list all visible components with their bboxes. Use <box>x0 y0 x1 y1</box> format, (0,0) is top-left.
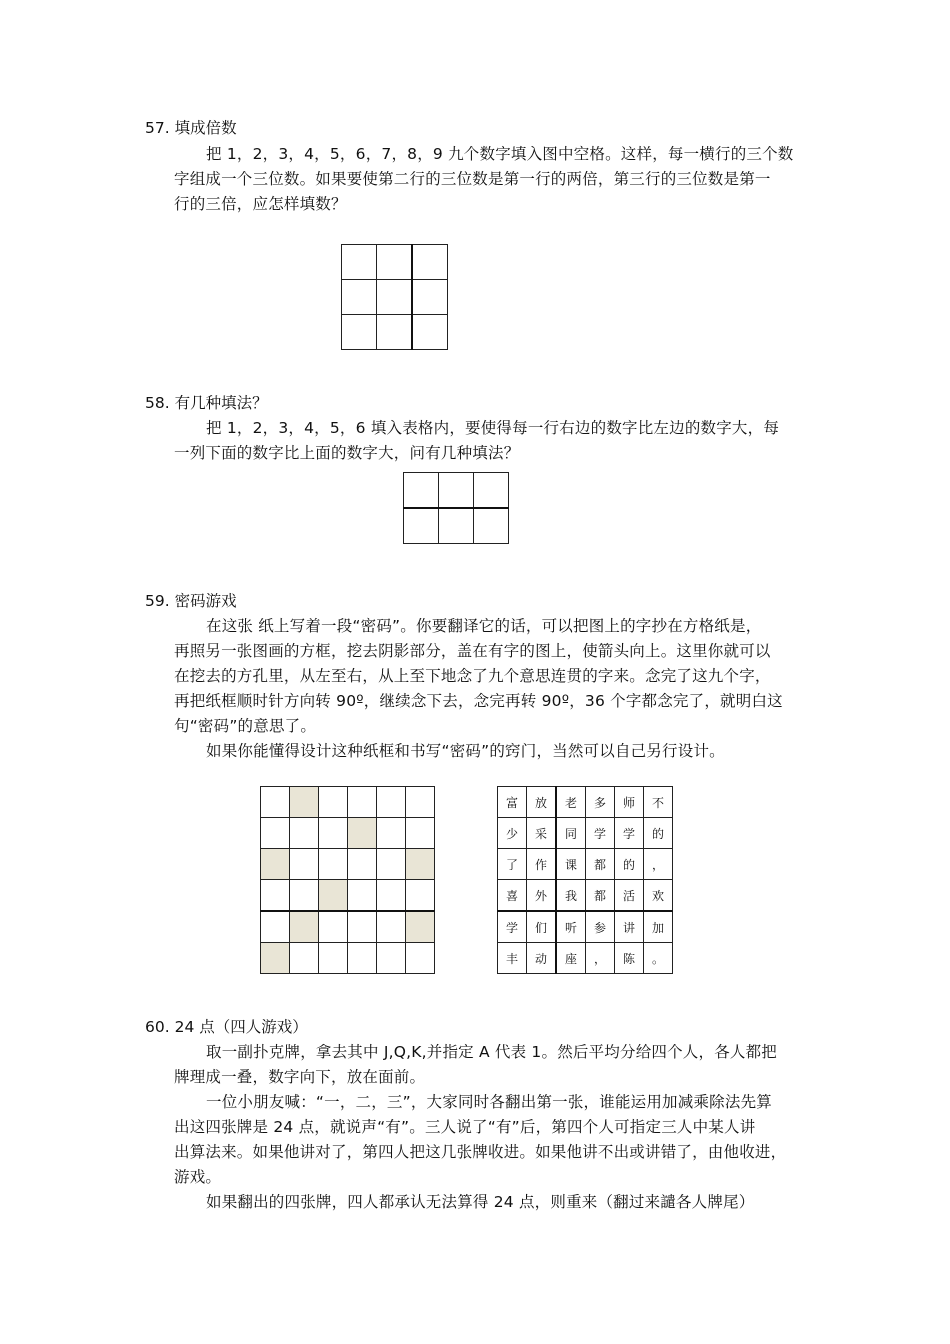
q60-line: 一位小朋友喊：“一，二，三”，大家同时各翻出第一张，谁能运用加减乘除法先算 <box>206 1093 772 1111</box>
mask-cell-shaded <box>319 880 348 912</box>
mask-cell <box>348 787 377 818</box>
q57-grid <box>341 244 448 350</box>
q57-line: 行的三倍，应怎样填数？ <box>174 195 347 213</box>
q57-title: 57. 填成倍数 <box>145 119 237 137</box>
mask-cell <box>348 880 377 912</box>
mask-cell <box>377 849 406 880</box>
q59-line: 如果你能懂得设计这种纸框和书写“密码”的窍门，当然可以自己另行设计。 <box>206 742 725 760</box>
mask-cell <box>377 787 406 818</box>
q59-line: 在挖去的方孔里，从左至右，从上至下地念了九个意思连贯的字来。念完了这九个字， <box>174 667 771 685</box>
grid-cell <box>474 508 509 544</box>
char-cell: 课 <box>556 849 586 880</box>
mask-cell-shaded <box>406 911 435 943</box>
grid-cell <box>412 280 448 315</box>
grid-cell <box>439 473 474 509</box>
q59-line: 在这张 纸上写着一段“密码”。你要翻译它的话，可以把图上的字抄在方格纸是， <box>206 617 762 635</box>
mask-cell <box>261 880 290 912</box>
char-cell: 都 <box>586 849 615 880</box>
q58-line: 一列下面的数字比上面的数字大，问有几种填法？ <box>174 444 520 462</box>
grid-cell <box>474 473 509 509</box>
char-cell: 我 <box>556 880 586 912</box>
char-cell: 的 <box>644 818 673 849</box>
mask-cell <box>319 943 348 974</box>
char-cell: ， <box>586 943 615 974</box>
q60-line: 牌理成一叠，数字向下，放在面前。 <box>174 1068 426 1086</box>
grid-cell <box>377 280 413 315</box>
grid-cell <box>404 508 439 544</box>
char-cell: 参 <box>586 911 615 943</box>
q60-line: 如果翻出的四张牌，四人都承认无法算得 24 点，则重来（翻过来譴各人牌尾） <box>206 1193 755 1211</box>
char-cell: ， <box>644 849 673 880</box>
mask-cell <box>377 911 406 943</box>
grid-cell <box>412 315 448 350</box>
char-cell: 老 <box>556 787 586 818</box>
mask-cell <box>348 943 377 974</box>
mask-cell <box>348 849 377 880</box>
char-cell: 少 <box>498 818 527 849</box>
q57-line: 把 1，2，3，4，5，6，7，8，9 九个数字填入图中空格。这样，每一横行的三个数 <box>206 145 794 163</box>
mask-cell <box>319 818 348 849</box>
char-cell: 学 <box>498 911 527 943</box>
mask-cell <box>261 911 290 943</box>
char-cell: 讲 <box>615 911 644 943</box>
grid-cell <box>342 280 377 315</box>
char-cell: 富 <box>498 787 527 818</box>
q58-grid <box>403 472 509 544</box>
mask-cell <box>261 787 290 818</box>
q58-line: 把 1，2，3，4，5，6 填入表格内，要使得每一行右边的数字比左边的数字大，每 <box>206 419 780 437</box>
grid-cell <box>412 245 448 280</box>
mask-cell <box>290 849 319 880</box>
mask-cell <box>406 943 435 974</box>
grid-cell <box>377 315 413 350</box>
q58-title: 58. 有几种填法？ <box>145 394 268 412</box>
mask-cell-shaded <box>406 849 435 880</box>
char-cell: 作 <box>527 849 557 880</box>
char-cell: 同 <box>556 818 586 849</box>
mask-cell <box>377 880 406 912</box>
mask-cell <box>377 818 406 849</box>
grid-cell <box>404 473 439 509</box>
char-cell: 欢 <box>644 880 673 912</box>
grid-cell <box>342 315 377 350</box>
char-cell: 。 <box>644 943 673 974</box>
char-cell: 的 <box>615 849 644 880</box>
char-cell: 听 <box>556 911 586 943</box>
char-cell: 了 <box>498 849 527 880</box>
mask-cell-shaded <box>348 818 377 849</box>
char-cell: 采 <box>527 818 557 849</box>
mask-cell-shaded <box>261 849 290 880</box>
mask-cell <box>377 943 406 974</box>
char-cell: 学 <box>615 818 644 849</box>
mask-cell <box>406 818 435 849</box>
char-cell: 外 <box>527 880 557 912</box>
q60-line: 出算法来。如果他讲对了，第四人把这几张牌收进。如果他讲不出或讲错了，由他收进， <box>174 1143 787 1161</box>
mask-cell-shaded <box>290 911 319 943</box>
grid-cell <box>342 245 377 280</box>
mask-cell <box>261 818 290 849</box>
char-cell: 都 <box>586 880 615 912</box>
mask-cell-shaded <box>290 787 319 818</box>
mask-cell-shaded <box>261 943 290 974</box>
mask-cell <box>406 880 435 912</box>
mask-cell <box>290 818 319 849</box>
char-cell: 放 <box>527 787 557 818</box>
q60-line: 出这四张牌是 24 点，就说声“有”。三人说了“有”后，第四个人可指定三人中某人讲 <box>174 1118 756 1136</box>
char-cell: 们 <box>527 911 557 943</box>
q59-line: 再照另一张图画的方框，挖去阴影部分，盖在有字的图上，使箭头向上。这里你就可以 <box>174 642 771 660</box>
q59-mask-grid <box>260 786 435 974</box>
mask-cell <box>290 880 319 912</box>
q59-title: 59. 密码游戏 <box>145 592 237 610</box>
mask-cell <box>406 787 435 818</box>
q59-char-grid <box>497 786 673 974</box>
grid-cell <box>439 508 474 544</box>
mask-cell <box>290 943 319 974</box>
q59-line: 再把纸框顺时针方向转 90º，继续念下去，念完再转 90º，36 个字都念完了，就明白这 <box>174 692 783 710</box>
q60-line: 取一副扑克牌，拿去其中 J,Q,K,并指定 A 代表 1。然后平均分给四个人，各人都把 <box>206 1043 777 1061</box>
q60-title: 60. 24 点（四人游戏） <box>145 1018 308 1036</box>
char-cell: 加 <box>644 911 673 943</box>
q57-line: 字组成一个三位数。如果要使第二行的三位数是第一行的两倍，第三行的三位数是第一 <box>174 170 771 188</box>
mask-cell <box>319 787 348 818</box>
q59-line: 句“密码”的意思了。 <box>174 717 317 735</box>
char-cell: 多 <box>586 787 615 818</box>
char-cell: 师 <box>615 787 644 818</box>
char-cell: 喜 <box>498 880 527 912</box>
mask-cell <box>319 911 348 943</box>
char-cell: 学 <box>586 818 615 849</box>
mask-cell <box>319 849 348 880</box>
char-cell: 陈 <box>615 943 644 974</box>
char-cell: 座 <box>556 943 586 974</box>
grid-cell <box>377 245 413 280</box>
char-cell: 不 <box>644 787 673 818</box>
char-cell: 动 <box>527 943 557 974</box>
char-cell: 活 <box>615 880 644 912</box>
char-cell: 丰 <box>498 943 527 974</box>
mask-cell <box>348 911 377 943</box>
q60-line: 游戏。 <box>174 1168 222 1186</box>
